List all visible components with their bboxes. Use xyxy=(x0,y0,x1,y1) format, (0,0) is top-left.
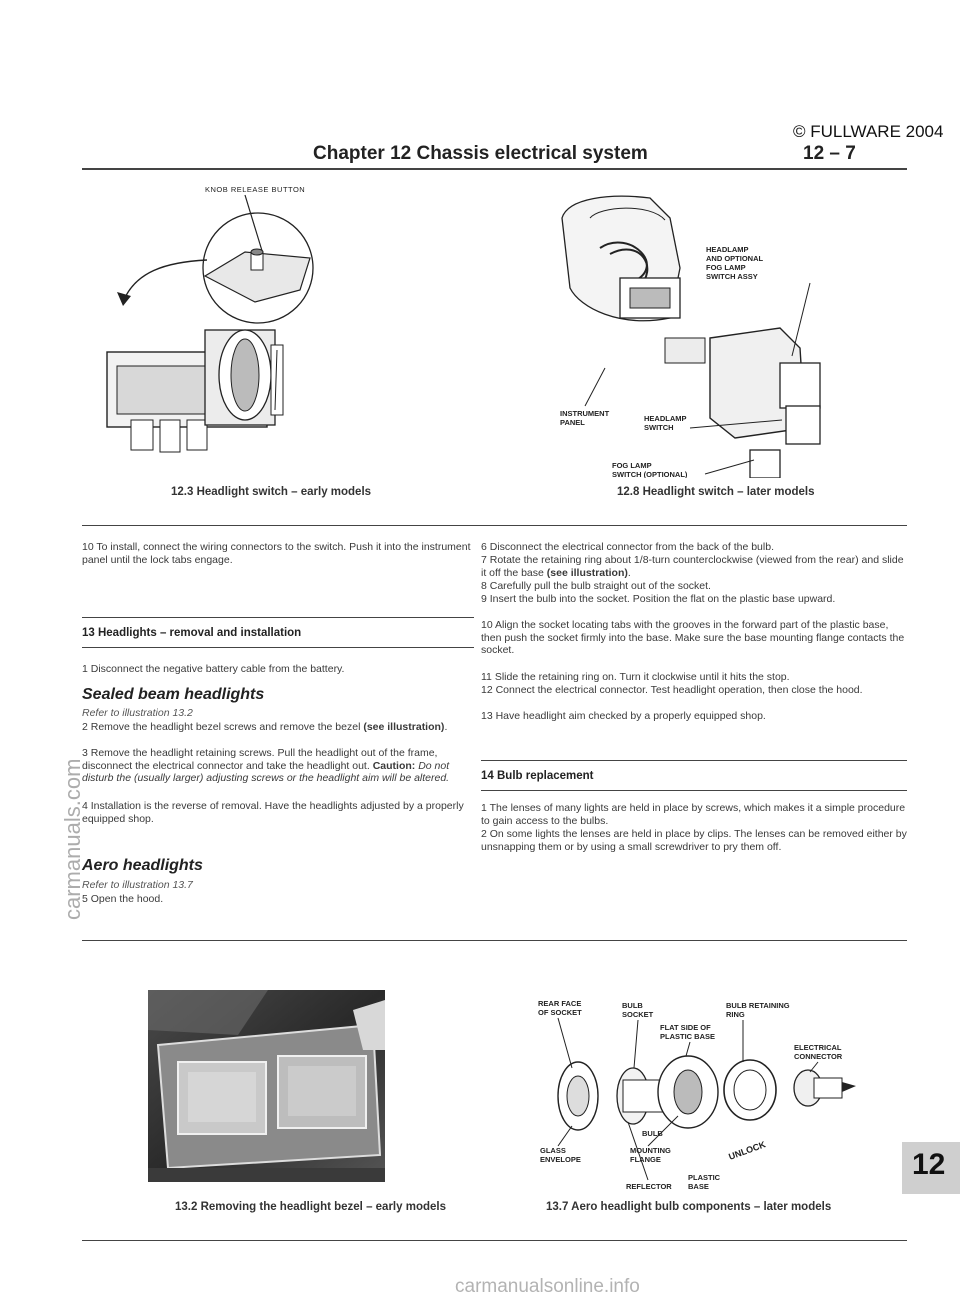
bottom-watermark: carmanualsonline.info xyxy=(455,1276,640,1297)
label-electrical-2: CONNECTOR xyxy=(794,1052,843,1061)
section-14-title: 14 Bulb replacement xyxy=(481,770,594,782)
right-paragraph-9: 9 Insert the bulb into the socket. Position the flat on the plastic base upward. xyxy=(481,593,836,605)
label-fog-1: FOG LAMP xyxy=(612,461,652,470)
p2-see-illustration: (see illustration) xyxy=(363,721,445,733)
label-mounting-1: MOUNTING xyxy=(630,1146,671,1155)
label-flat-side-1: FLAT SIDE OF xyxy=(660,1023,711,1032)
p7-see-illustration: (see illustration) xyxy=(546,566,628,579)
p3-text: 3 Remove the headlight retaining screws. Pull the headlight out of the frame, disconnect the electrical connector and take the headlight out. xyxy=(82,747,438,772)
bulb-paragraph-1: 1 The lenses of many lights are held in place by screws, which makes it a simple procedure to gain access to the bulbs. xyxy=(481,802,906,827)
label-assy-2: AND OPTIONAL xyxy=(706,254,764,263)
label-panel-1: INSTRUMENT xyxy=(560,409,610,418)
label-fog-2: SWITCH (OPTIONAL) xyxy=(612,470,688,478)
right-paragraph-10: 10 Align the socket locating tabs with the grooves in the forward part of the plastic base, then push the socket firmly into the base. Make sure the base mounting flange contacts the socket. xyxy=(481,619,905,657)
figure-13-2-photo xyxy=(148,990,385,1182)
right-paragraph-6: 6 Disconnect the electrical connector from the back of the bulb. xyxy=(481,541,774,553)
figures-rule xyxy=(82,525,907,526)
p7-text: 7 Rotate the retaining ring about 1/8-turn counterclockwise (viewed from the rear) and slide it off the base xyxy=(481,554,904,579)
p2-text: 2 Remove the headlight bezel screws and remove the bezel xyxy=(82,721,364,733)
left-paragraph-2 xyxy=(82,721,474,734)
label-assy-4: SWITCH ASSY xyxy=(706,272,758,281)
label-retaining-1: BULB RETAINING xyxy=(726,1001,790,1010)
p3-caution: Caution: xyxy=(372,759,416,772)
sealed-beam-reference: Refer to illustration 13.2 xyxy=(82,707,193,719)
label-electrical-1: ELECTRICAL xyxy=(794,1043,842,1052)
figure-13-2-caption: 13.2 Removing the headlight bezel – early models xyxy=(175,1201,446,1213)
right-paragraph-8: 8 Carefully pull the bulb straight out of the socket. xyxy=(481,580,711,592)
left-paragraph-3 xyxy=(82,747,474,785)
sealed-beam-heading: Sealed beam headlights xyxy=(82,686,265,703)
label-glass-2: ENVELOPE xyxy=(540,1155,581,1164)
label-glass-1: GLASS xyxy=(540,1146,566,1155)
label-hswitch-2: SWITCH xyxy=(644,423,674,432)
label-plastic-2: BASE xyxy=(688,1182,709,1191)
section-13-rule-bottom xyxy=(82,647,474,648)
section-14-rule-bottom xyxy=(481,790,907,791)
label-hswitch-1: HEADLAMP xyxy=(644,414,687,423)
left-paragraph-4: 4 Installation is the reverse of removal. Have the headlights adjusted by a properly equipped shop. xyxy=(82,800,464,825)
vertical-watermark-text: carmanuals.com xyxy=(60,758,85,920)
label-rear-face-1: REAR FACE xyxy=(538,999,582,1008)
label-bulb-socket-1: BULB xyxy=(622,1001,643,1010)
bulb-paragraph-2: 2 On some lights the lenses are held in place by clips. The lenses can be removed either by unsnapping them or by using a small screwdriver to pry them off. xyxy=(481,828,907,853)
label-bulb-socket-2: SOCKET xyxy=(622,1010,654,1019)
vertical-watermark xyxy=(58,590,88,920)
figure-13-7-caption: 13.7 Aero headlight bulb components – later models xyxy=(546,1201,832,1213)
label-flat-side-2: PLASTIC BASE xyxy=(660,1032,716,1041)
section-13-rule-top xyxy=(82,617,474,618)
chapter-title: Chapter 12 Chassis electrical system xyxy=(313,143,648,164)
right-paragraph-12: 12 Connect the electrical connector. Test headlight operation, then close the hood. xyxy=(481,684,863,696)
left-paragraph-5: 5 Open the hood. xyxy=(82,893,164,905)
label-plastic-1: PLASTIC xyxy=(688,1173,721,1182)
label-panel-2: PANEL xyxy=(560,418,585,427)
right-paragraph-13: 13 Have headlight aim checked by a properly equipped shop. xyxy=(481,710,766,722)
page-number: 12 – 7 xyxy=(803,143,856,164)
p7-end: . xyxy=(627,566,631,579)
header-rule xyxy=(82,168,907,170)
aero-reference: Refer to illustration 13.7 xyxy=(82,879,193,891)
figure-12-3-illustration xyxy=(95,180,425,480)
label-knob-release: KNOB RELEASE BUTTON xyxy=(205,185,306,194)
chapter-tab-number: 12 xyxy=(912,1148,946,1181)
label-unlock: UNLOCK xyxy=(727,1139,767,1162)
bottom-figures-rule xyxy=(82,940,907,941)
label-reflector: REFLECTOR xyxy=(626,1182,672,1191)
section-14-rule-top xyxy=(481,760,907,761)
p3-caution-text: Do not disturb the (usually larger) adjusting screws or the headlight aim will be altered. xyxy=(82,759,450,785)
figure-13-7-illustration xyxy=(538,998,888,1198)
label-mounting-2: FLANGE xyxy=(630,1155,661,1164)
p2-end: . xyxy=(444,721,448,733)
figure-12-3-caption: 12.3 Headlight switch – early models xyxy=(171,486,372,498)
left-paragraph-1: 1 Disconnect the negative battery cable from the battery. xyxy=(82,663,345,675)
footer-rule xyxy=(82,1240,907,1241)
right-paragraph-11: 11 Slide the retaining ring on. Turn it clockwise until it hits the stop. xyxy=(481,671,790,683)
label-assy-1: HEADLAMP xyxy=(706,245,749,254)
left-paragraph-10: 10 To install, connect the wiring connectors to the switch. Push it into the instrument panel until the lock tabs engage. xyxy=(82,541,471,566)
copyright-notice: © FULLWARE 2004 xyxy=(793,122,944,141)
label-bulb: BULB xyxy=(642,1129,663,1138)
label-rear-face-2: OF SOCKET xyxy=(538,1008,582,1017)
aero-heading: Aero headlights xyxy=(82,857,203,874)
figure-12-8-caption: 12.8 Headlight switch – later models xyxy=(617,486,815,498)
right-paragraph-7 xyxy=(481,554,907,579)
section-13-title: 13 Headlights – removal and installation xyxy=(82,627,302,639)
label-retaining-2: RING xyxy=(726,1010,745,1019)
figure-12-8-illustration xyxy=(560,188,870,478)
label-assy-3: FOG LAMP xyxy=(706,263,746,272)
